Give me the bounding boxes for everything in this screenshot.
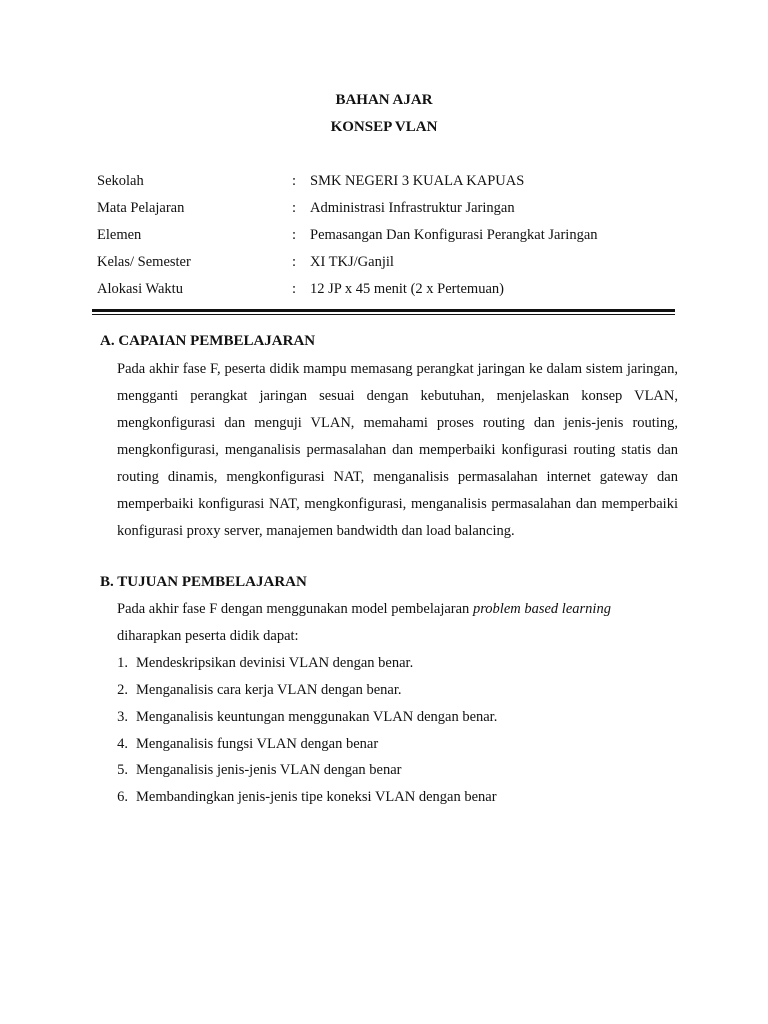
meta-row-sekolah — [97, 173, 697, 193]
list-item-text: Menganalisis keuntungan menggunakan VLAN dengan benar. — [136, 709, 498, 725]
meta-row-alokasi-waktu — [97, 281, 697, 301]
divider-thin — [92, 314, 675, 315]
list-item-number: 3. — [117, 709, 128, 725]
meta-value: XI TKJ/Ganjil — [310, 254, 394, 270]
list-item-text: Menganalisis fungsi VLAN dengan benar — [136, 736, 379, 752]
meta-value: 12 JP x 45 menit (2 x Pertemuan) — [310, 281, 504, 297]
meta-label: Kelas/ Semester — [97, 254, 191, 270]
meta-colon: : — [292, 200, 297, 216]
meta-label: Alokasi Waktu — [97, 281, 183, 297]
list-item-text: Membandingkan jenis-jenis tipe koneksi VLAN dengan benar — [136, 789, 497, 805]
list-item-number: 1. — [117, 655, 128, 671]
list-item-number: 5. — [117, 762, 128, 778]
section-b-intro-text: Pada akhir fase F dengan menggunakan model pembelajaran — [117, 601, 473, 617]
meta-value: Administrasi Infrastruktur Jaringan — [310, 200, 515, 216]
section-b-heading: B. TUJUAN PEMBELAJARAN — [100, 574, 307, 590]
meta-row-elemen — [97, 227, 697, 247]
section-b-intro-italic: problem based learning — [472, 601, 611, 617]
list-item-text: Menganalisis cara kerja VLAN dengan benar. — [136, 682, 402, 698]
meta-row-kelas-semester — [97, 254, 697, 274]
meta-row-mata-pelajaran — [97, 200, 697, 220]
meta-colon: : — [292, 173, 297, 189]
meta-label: Elemen — [97, 227, 142, 243]
meta-label: Sekolah — [97, 173, 144, 189]
meta-colon: : — [292, 254, 297, 270]
list-item-number: 4. — [117, 736, 128, 752]
list-item-text: Menganalisis jenis-jenis VLAN dengan benar — [136, 762, 402, 778]
document-subtitle: KONSEP VLAN — [330, 119, 438, 135]
section-a-body: Pada akhir fase F, peserta didik mampu memasang perangkat jaringan ke dalam sistem jaringan, mengganti perangkat jaringan sesuai dengan kebutuhan, menjelaskan konsep VLAN, mengkonfigurasi dan menguji VLAN, memahami proses routing dan jenis-jenis routing, mengkonfigurasi, menganalisis permasalahan dan memperbaiki konfigurasi routing statis dan routing dinamis, mengkonfigurasi NAT, menganalisis permasalahan internet gateway dan memperbaiki konfigurasi NAT, mengkonfigurasi, menganalisis permasalahan dan memperbaiki konfigurasi proxy server, manajemen bandwidth dan load balancing. — [117, 361, 678, 539]
meta-value: SMK NEGERI 3 KUALA KAPUAS — [310, 173, 525, 189]
list-item-text: Mendeskripsikan devinisi VLAN dengan benar. — [136, 655, 414, 671]
document-title: BAHAN AJAR — [335, 92, 433, 108]
meta-value: Pemasangan Dan Konfigurasi Perangkat Jaringan — [310, 227, 598, 243]
meta-colon: : — [292, 227, 297, 243]
list-item-number: 2. — [117, 682, 128, 698]
section-b-intro-line2: diharapkan peserta didik dapat: — [117, 628, 299, 644]
divider-thick — [92, 309, 675, 312]
meta-label: Mata Pelajaran — [97, 200, 185, 216]
list-item-number: 6. — [117, 789, 128, 805]
section-a-heading: A. CAPAIAN PEMBELAJARAN — [100, 333, 316, 349]
section-b-intro — [117, 601, 611, 618]
meta-colon: : — [292, 281, 297, 297]
